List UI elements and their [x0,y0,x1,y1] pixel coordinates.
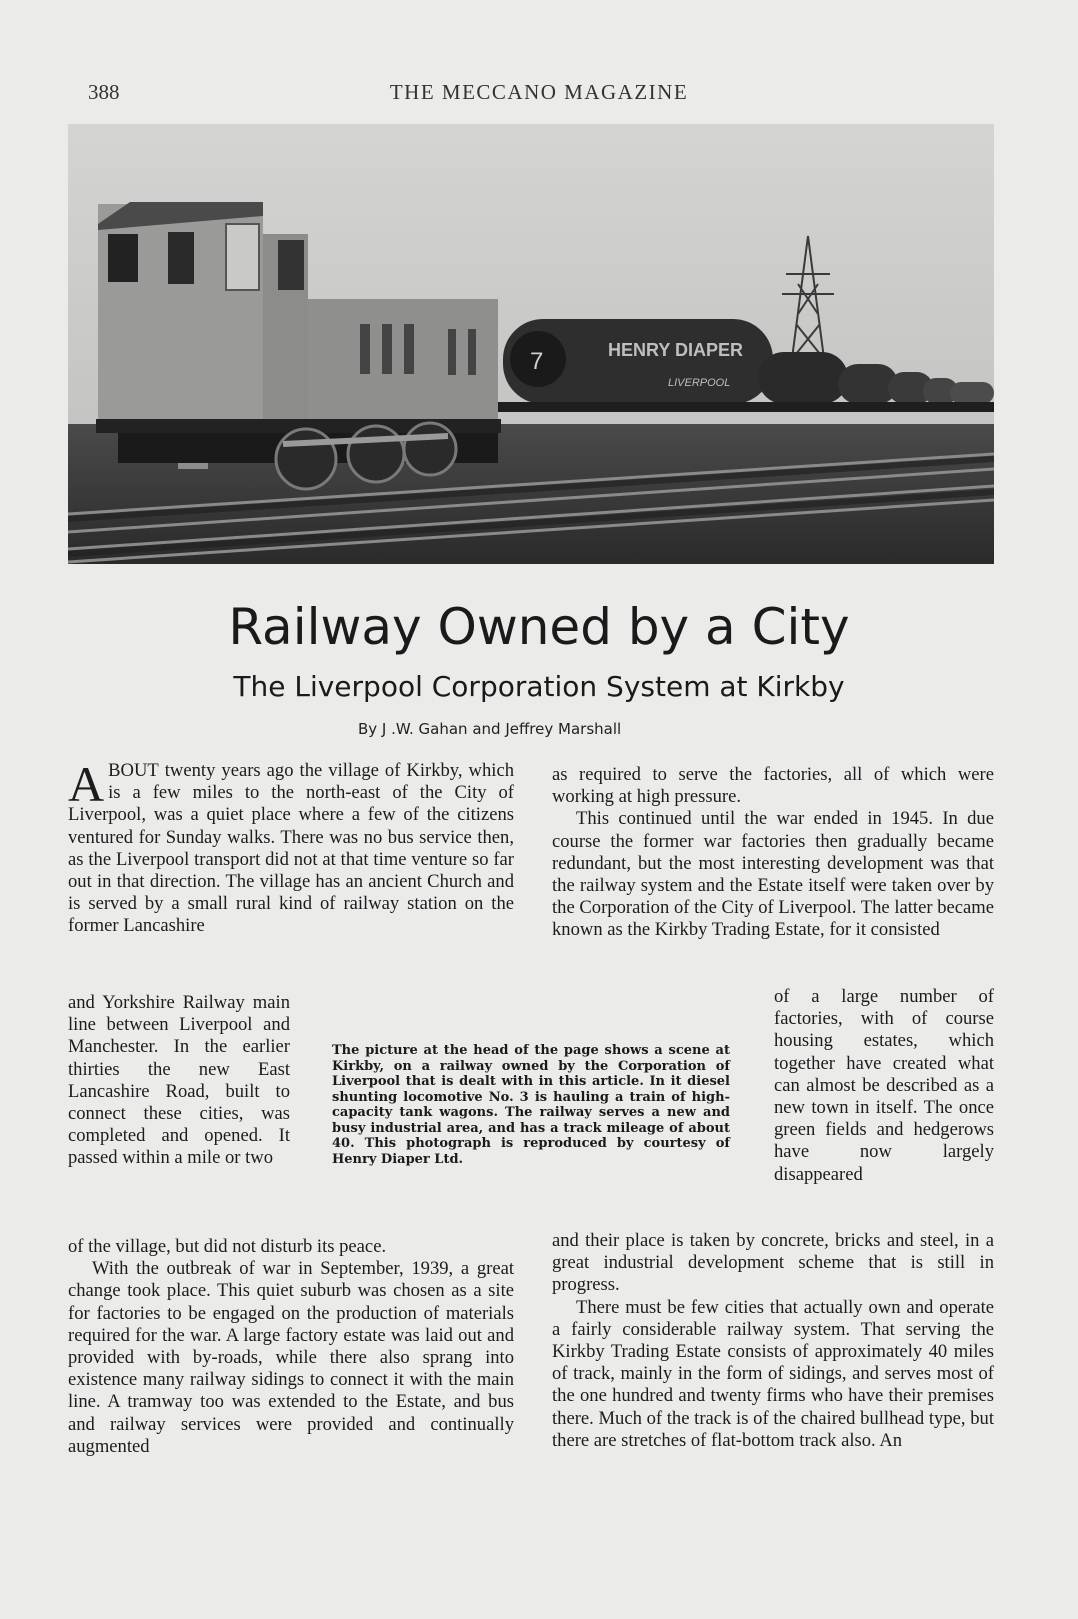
wagon-lettering-1: HENRY DIAPER [608,340,744,360]
wagon-lettering-2: LIVERPOOL [668,377,731,389]
tank-number: 7 [530,348,544,375]
left-column-bottom [68,1236,514,1458]
paragraph-2: With the outbreak of war in September, 1939, a great change took place. This quiet suburb was chosen as a site for factories to be engaged on the production of materials required for the war. A large factory estate was laid out and provided with by-roads, while there also sprang into existence many railway sidings to connect it with the main line. A tramway too was extended to the Estate, and bus and railway services were provided and continually augmented [68,1258,514,1457]
locomotive-photo [68,124,994,564]
paragraph-3-wrap: of a large number of factories, with of course housing estates, which together have created what can almost be described as a new town in itself. The once green fields and hedgerows have now largely disappeared [774,986,994,1185]
left-column-narrow [68,992,290,1170]
lead-word: BOUT [108,760,159,781]
left-column-top [68,756,514,938]
article-subtitle: The Liverpool Corporation System at Kirkby [233,670,845,703]
photo-caption: The picture at the head of the page shows a scene at Kirkby, on a railway owned by the Corporation of Liverpool that is dealt with in this article. In it diesel shunting locomotive No. 3 is hauling a train of high-capacity tank wagons. The railway serves a new and busy industrial area, and has a track mileage of about 40. This photograph is reproduced by courtesy of Henry Diaper Ltd. [332,1043,730,1167]
running-title: THE MECCANO MAGAZINE [389,80,689,104]
paragraph-4: There must be few cities that actually own and operate a fairly considerable railway system. That serving the Kirkby Trading Estate consists of approximately 40 miles of track, mainly in the form of sidings, and serves most of the one hundred and twenty firms who have their premises there. Much of the track is of the chaired bullhead type, but there are stretches of flat-bottom track also. An [552,1296,994,1451]
drop-cap: A [68,756,105,812]
right-column-narrow [774,986,994,1186]
paragraph-1-end: of the village, but did not disturb its peace. [68,1236,387,1257]
article-title: Railway Owned by a City [228,598,850,656]
paragraph-3-end: and their place is taken by concrete, bricks and steel, in a great industrial development scheme that is still in progress. [552,1230,994,1296]
page-number: 388 [88,80,120,104]
paragraph-1-wrap: and Yorkshire Railway main line between Liverpool and Manchester. In the earlier thirties the new East Lancashire Road, built to connect these cities, was completed and opened. It passed within a mile or two [68,992,290,1169]
right-column-bottom [552,1230,994,1452]
right-column-top [552,764,994,942]
paragraph-3: This continued until the war ended in 1945. In due course the former war factories then gradually became redundant, but the most interesting development was that the railway system and the Estate itself were taken over by the Corporation of the City of Liverpool. The latter became known as the Kirkby Trading Estate, for it consisted [552,808,994,941]
paragraph-1-opening: twenty years ago the village of Kirkby, which is a few miles to the north-east of the City of Liverpool, was a quiet place where a few of the citizens ventured for Sunday walks. There was no bus service then, as the Liverpool transport did not at that time venture so far out in that direction. The village has an ancient Church and is served by a small rural kind of railway station on the former Lancashire [68,760,514,937]
paragraph-2-continued: as required to serve the factories, all of which were working at high pressure. [552,764,994,808]
byline: By J .W. Gahan and Jeffrey Marshall [358,720,622,738]
